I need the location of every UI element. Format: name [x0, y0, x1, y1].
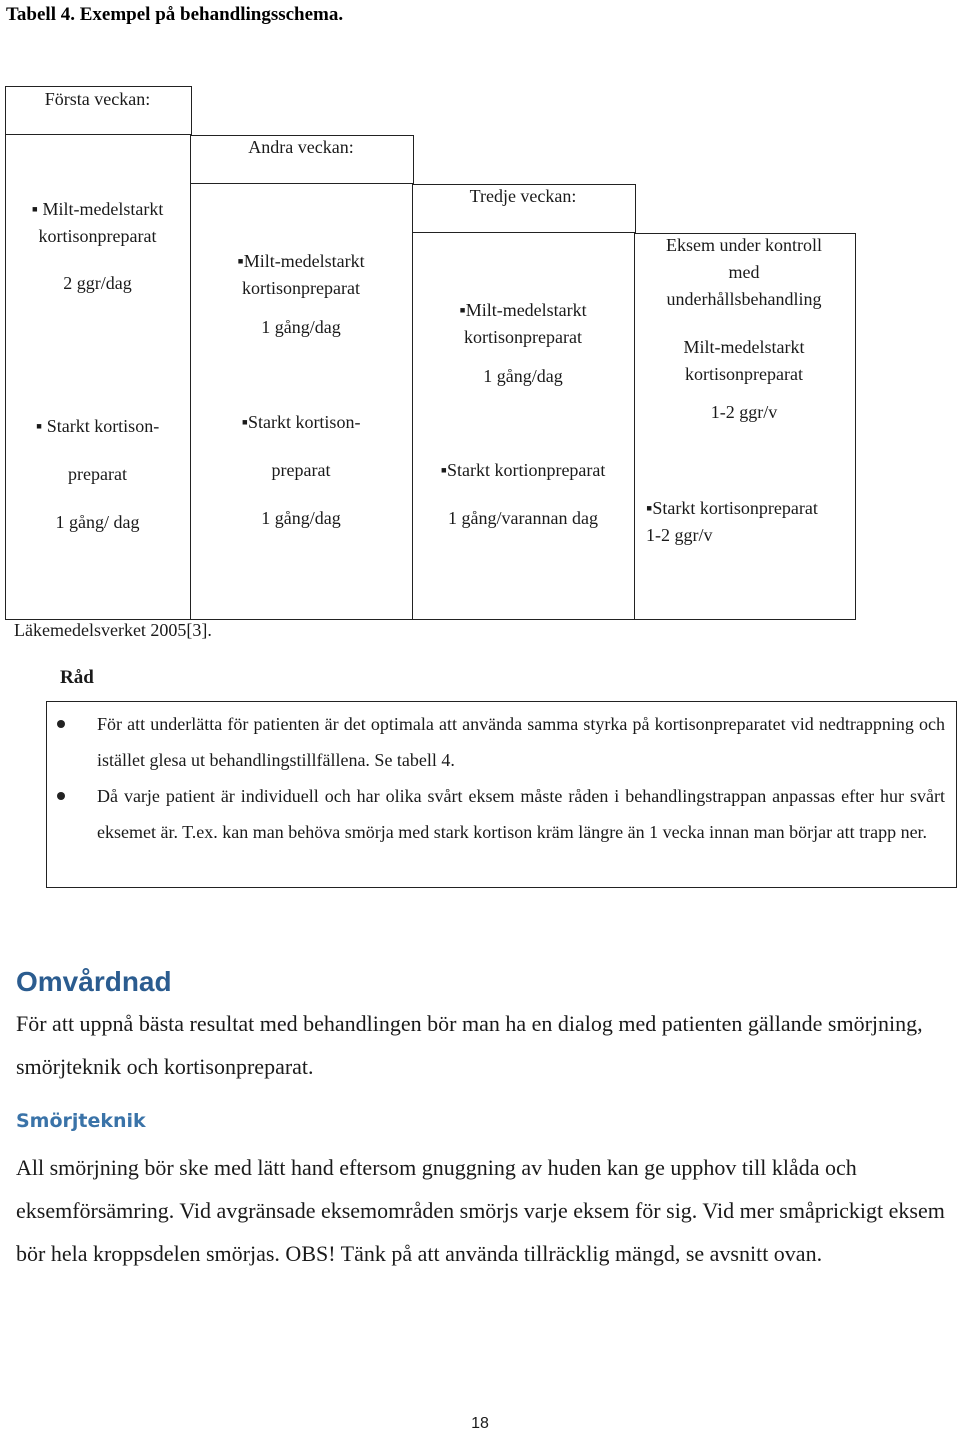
week-2-mild-line-2: kortisonpreparat — [242, 278, 360, 298]
advice-text-2: Då varje patient är individuell och har olika svårt eksem måste råden i behandlingstrappan anpassas efter hur svårt eksemet är. T.ex. kan man behöva smörja med stark kortison kräm längre än 1 vecka innan man börjar att trapp ner. — [97, 786, 945, 842]
bullet-icon — [57, 720, 65, 728]
week-1-mild-dose — [5, 196, 190, 297]
week-2-header-divider — [190, 183, 414, 184]
week-1-box — [5, 86, 192, 620]
week-2-mild-line-3: 1 gång/dag — [261, 317, 341, 337]
week-3-strong-line-2: 1 gång/varannan dag — [448, 508, 598, 528]
week-4-maint-line-3: underhållsbehandling — [666, 289, 822, 309]
week-3-label: Tredje veckan: — [469, 186, 577, 206]
week-3-mild-line-2: kortisonpreparat — [464, 327, 582, 347]
week-3-box — [412, 184, 636, 620]
week-3-header-divider — [412, 232, 636, 233]
week-1-label: Första veckan: — [44, 89, 151, 109]
list-item — [97, 778, 945, 850]
smorjteknik-paragraph: All smörjning bör ske med lätt hand eftersom gnuggning av huden kan ge upphov till klåda och eksemförsämring. Vid avgränsade eksemområden smörjs varje eksem för sig. Vid mer småprickigt eksem bör hela kroppsdelen smörjas. OBS! Tänk på att använda tillräcklig mängd, se avsnitt ovan. — [16, 1155, 945, 1266]
omvardnad-heading: Omvårdnad — [16, 966, 172, 997]
week-3-mild-line-1: ▪Milt-medelstarkt — [459, 300, 587, 320]
week-4-maint-line-1: Eksem under kontroll — [666, 235, 822, 255]
week-1-mild-line-3: 2 ggr/dag — [63, 273, 132, 293]
week-4-maint-line-2: med — [728, 262, 760, 282]
week-1-mild-line-1: ▪ Milt-medelstarkt — [31, 199, 164, 219]
week-4-maintenance — [634, 232, 854, 426]
week-3-strong-dose — [412, 457, 634, 532]
week-4-maint-line-4: Milt-medelstarkt — [683, 337, 805, 357]
week-1-header-divider — [5, 134, 192, 135]
week-2-box — [190, 135, 414, 620]
smorjteknik-heading: Smörjteknik — [16, 1110, 146, 1132]
bullet-icon — [57, 792, 65, 800]
table-source: Läkemedelsverket 2005[3]. — [14, 620, 212, 640]
week-3-strong-line-1: ▪Starkt kortionpreparat — [440, 460, 606, 480]
week-1-strong-line-3: 1 gång/ dag — [55, 512, 140, 532]
week-4-maint-line-6: 1-2 ggr/v — [710, 402, 778, 422]
week-1-strong-line-2: preparat — [68, 464, 127, 484]
table-caption: Tabell 4. Exempel på behandlingsschema. — [6, 4, 344, 25]
week-3-mild-line-3: 1 gång/dag — [483, 366, 563, 386]
week-2-strong-line-3: 1 gång/dag — [261, 508, 341, 528]
week-4-strong-line-2: 1-2 ggr/v — [646, 525, 713, 545]
advice-box — [46, 701, 957, 888]
week-4-strong-line-1: ▪Starkt kortisonpreparat — [646, 498, 818, 518]
list-item — [97, 706, 945, 778]
week-2-strong-line-1: ▪Starkt kortison- — [241, 412, 361, 432]
week-1-strong-dose — [5, 413, 190, 536]
omvardnad-paragraph: För att uppnå bästa resultat med behandlingen bör man ha en dialog med patienten gällande smörjning, smörjteknik och kortisonpreparat. — [16, 1011, 923, 1079]
week-2-strong-dose — [190, 409, 412, 532]
advice-text-1: För att underlätta för patienten är det optimala att använda samma styrka på kortisonpreparatet vid nedtrappning och istället glesa ut behandlingstillfällena. Se tabell 4. — [97, 714, 945, 770]
week-4-strong-dose — [646, 495, 854, 549]
week-2-label: Andra veckan: — [248, 137, 354, 157]
week-2-mild-line-1: ▪Milt-medelstarkt — [237, 251, 365, 271]
week-2-mild-dose — [190, 248, 412, 341]
week-4-maint-line-5: kortisonpreparat — [685, 364, 803, 384]
week-1-mild-line-2: kortisonpreparat — [38, 226, 157, 246]
rad-title: Råd — [60, 667, 94, 688]
advice-list — [97, 706, 945, 850]
week-1-strong-line-1: ▪ Starkt kortison- — [35, 416, 160, 436]
week-2-strong-line-2: preparat — [271, 460, 331, 480]
week-3-mild-dose — [412, 297, 634, 390]
page-number: 18 — [471, 1415, 489, 1432]
